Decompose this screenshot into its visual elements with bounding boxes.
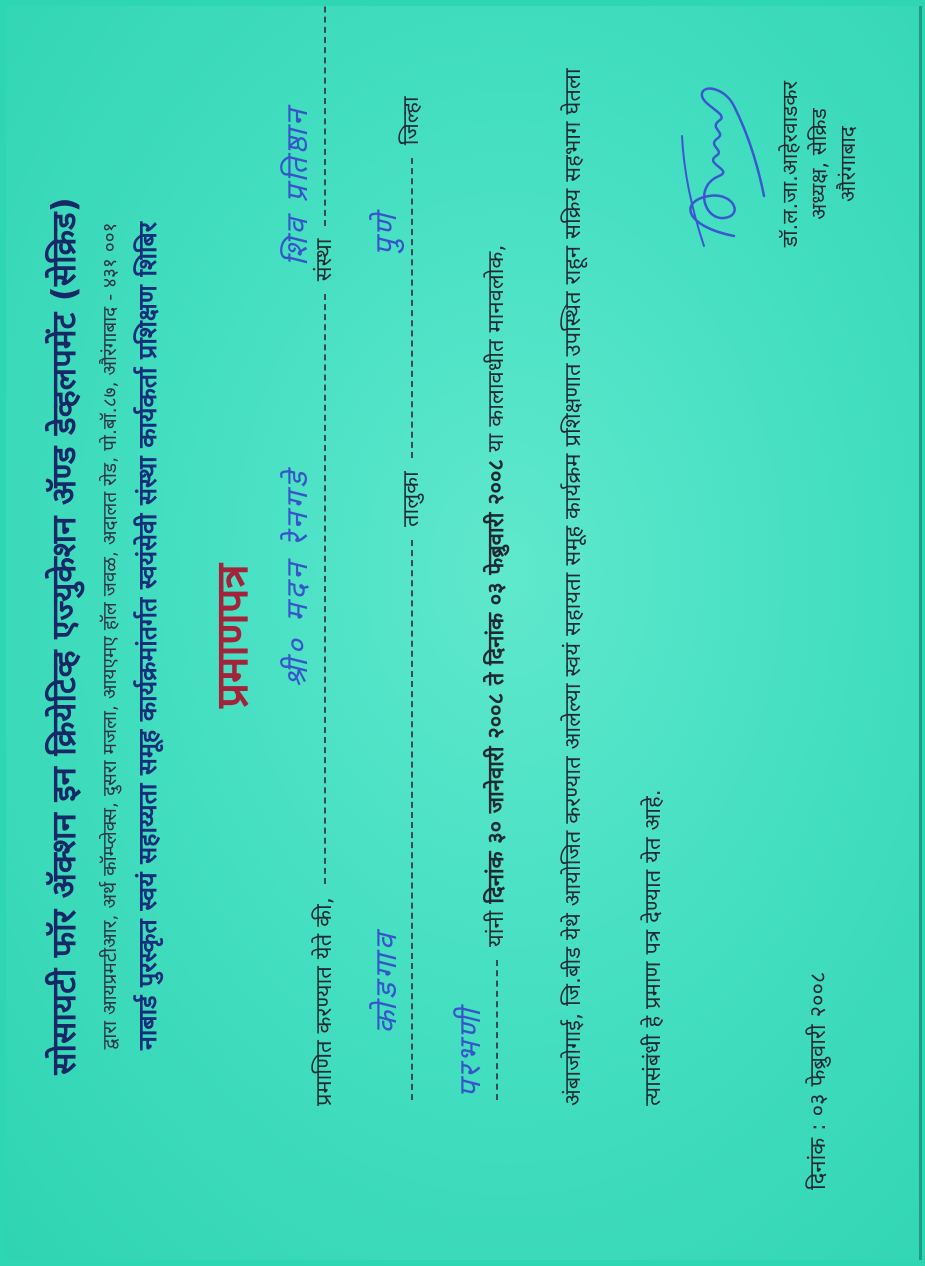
district-label: जिल्हा: [399, 96, 424, 146]
attendance-dates: दिनांक ३० जानेवारी २००८ ते दिनांक ०३ फेब्रुवारी २००८: [484, 459, 509, 904]
taluka-blank-line: [411, 540, 413, 1100]
certificate-heading: प्रमाणपत्र: [207, 564, 258, 708]
certificate-body: [12, 6, 912, 1260]
signatory-name: डॉ.ल.जा.आहेरवाडकर: [778, 80, 802, 248]
certify-label: प्रमाणित करण्यात येते की,: [312, 897, 337, 1106]
name-blank-line: [324, 294, 326, 884]
closing-line: त्यासंबंधी हे प्रमाण पत्र देण्यात येत आहे.: [641, 789, 666, 1106]
attendance-prefix: यांनी: [484, 910, 509, 947]
participant-name: श्री० मदन रेनगडे: [280, 467, 315, 688]
district-value: पुणे: [369, 211, 404, 256]
signature-image: [664, 66, 774, 256]
org-blank-line: [324, 6, 326, 226]
certificate-paper: [6, 6, 922, 1260]
attendance-line: [480, 245, 510, 1106]
venue-line: अंबाजोगाई, जि.बीड येथे आयोजित करण्यात आलेल्या स्वयं सहायता समूह कार्यक्रम प्रशिक्षणात उपस्थित राहून सक्रिय सहभाग घेतला: [561, 68, 586, 1106]
participant-organization: शिव प्रतिष्ठान: [280, 106, 315, 266]
issue-date: दिनांक : ०३ फेब्रुवारी २००८: [806, 971, 831, 1190]
organization-address: द्वारा आयप्रमटीआर, अर्थ कॉम्प्लेक्स, दुसरा मजला, आयएमए हॉल जवळ, अदालत रोड, पो.बॉ.८७, औरंगाबाद - ४३१ ००१: [99, 222, 121, 1050]
place-blank-line: [496, 960, 498, 1100]
organization-label: संस्था: [312, 238, 337, 282]
program-title: नाबार्ड पुरस्कृत स्वयं सहाय्यता समूह कार्यक्रमांतर्गत स्वयंसेवी संस्था कार्यकर्ता प्रशिक्षण शिबिर: [133, 221, 162, 1051]
taluka-value: कोडगाव: [369, 929, 404, 1034]
district-blank-line: [411, 158, 413, 458]
attendance-suffix: या कालावधीत मानवलोक,: [484, 244, 509, 453]
signatory-title: अध्यक्ष, सेक्रिड: [807, 108, 831, 220]
organization-title: सोसायटी फॉर ॲक्शन इन क्रियेटिव्ह एज्युकेशन ॲण्ड डेव्हलपमेंट (सेक्रिड): [44, 197, 83, 1075]
place-value: परभणी: [453, 1006, 488, 1098]
taluka-label: तालुका: [399, 471, 424, 527]
signatory-city: औरंगाबाद: [836, 126, 860, 202]
signatory-block: [776, 24, 863, 304]
